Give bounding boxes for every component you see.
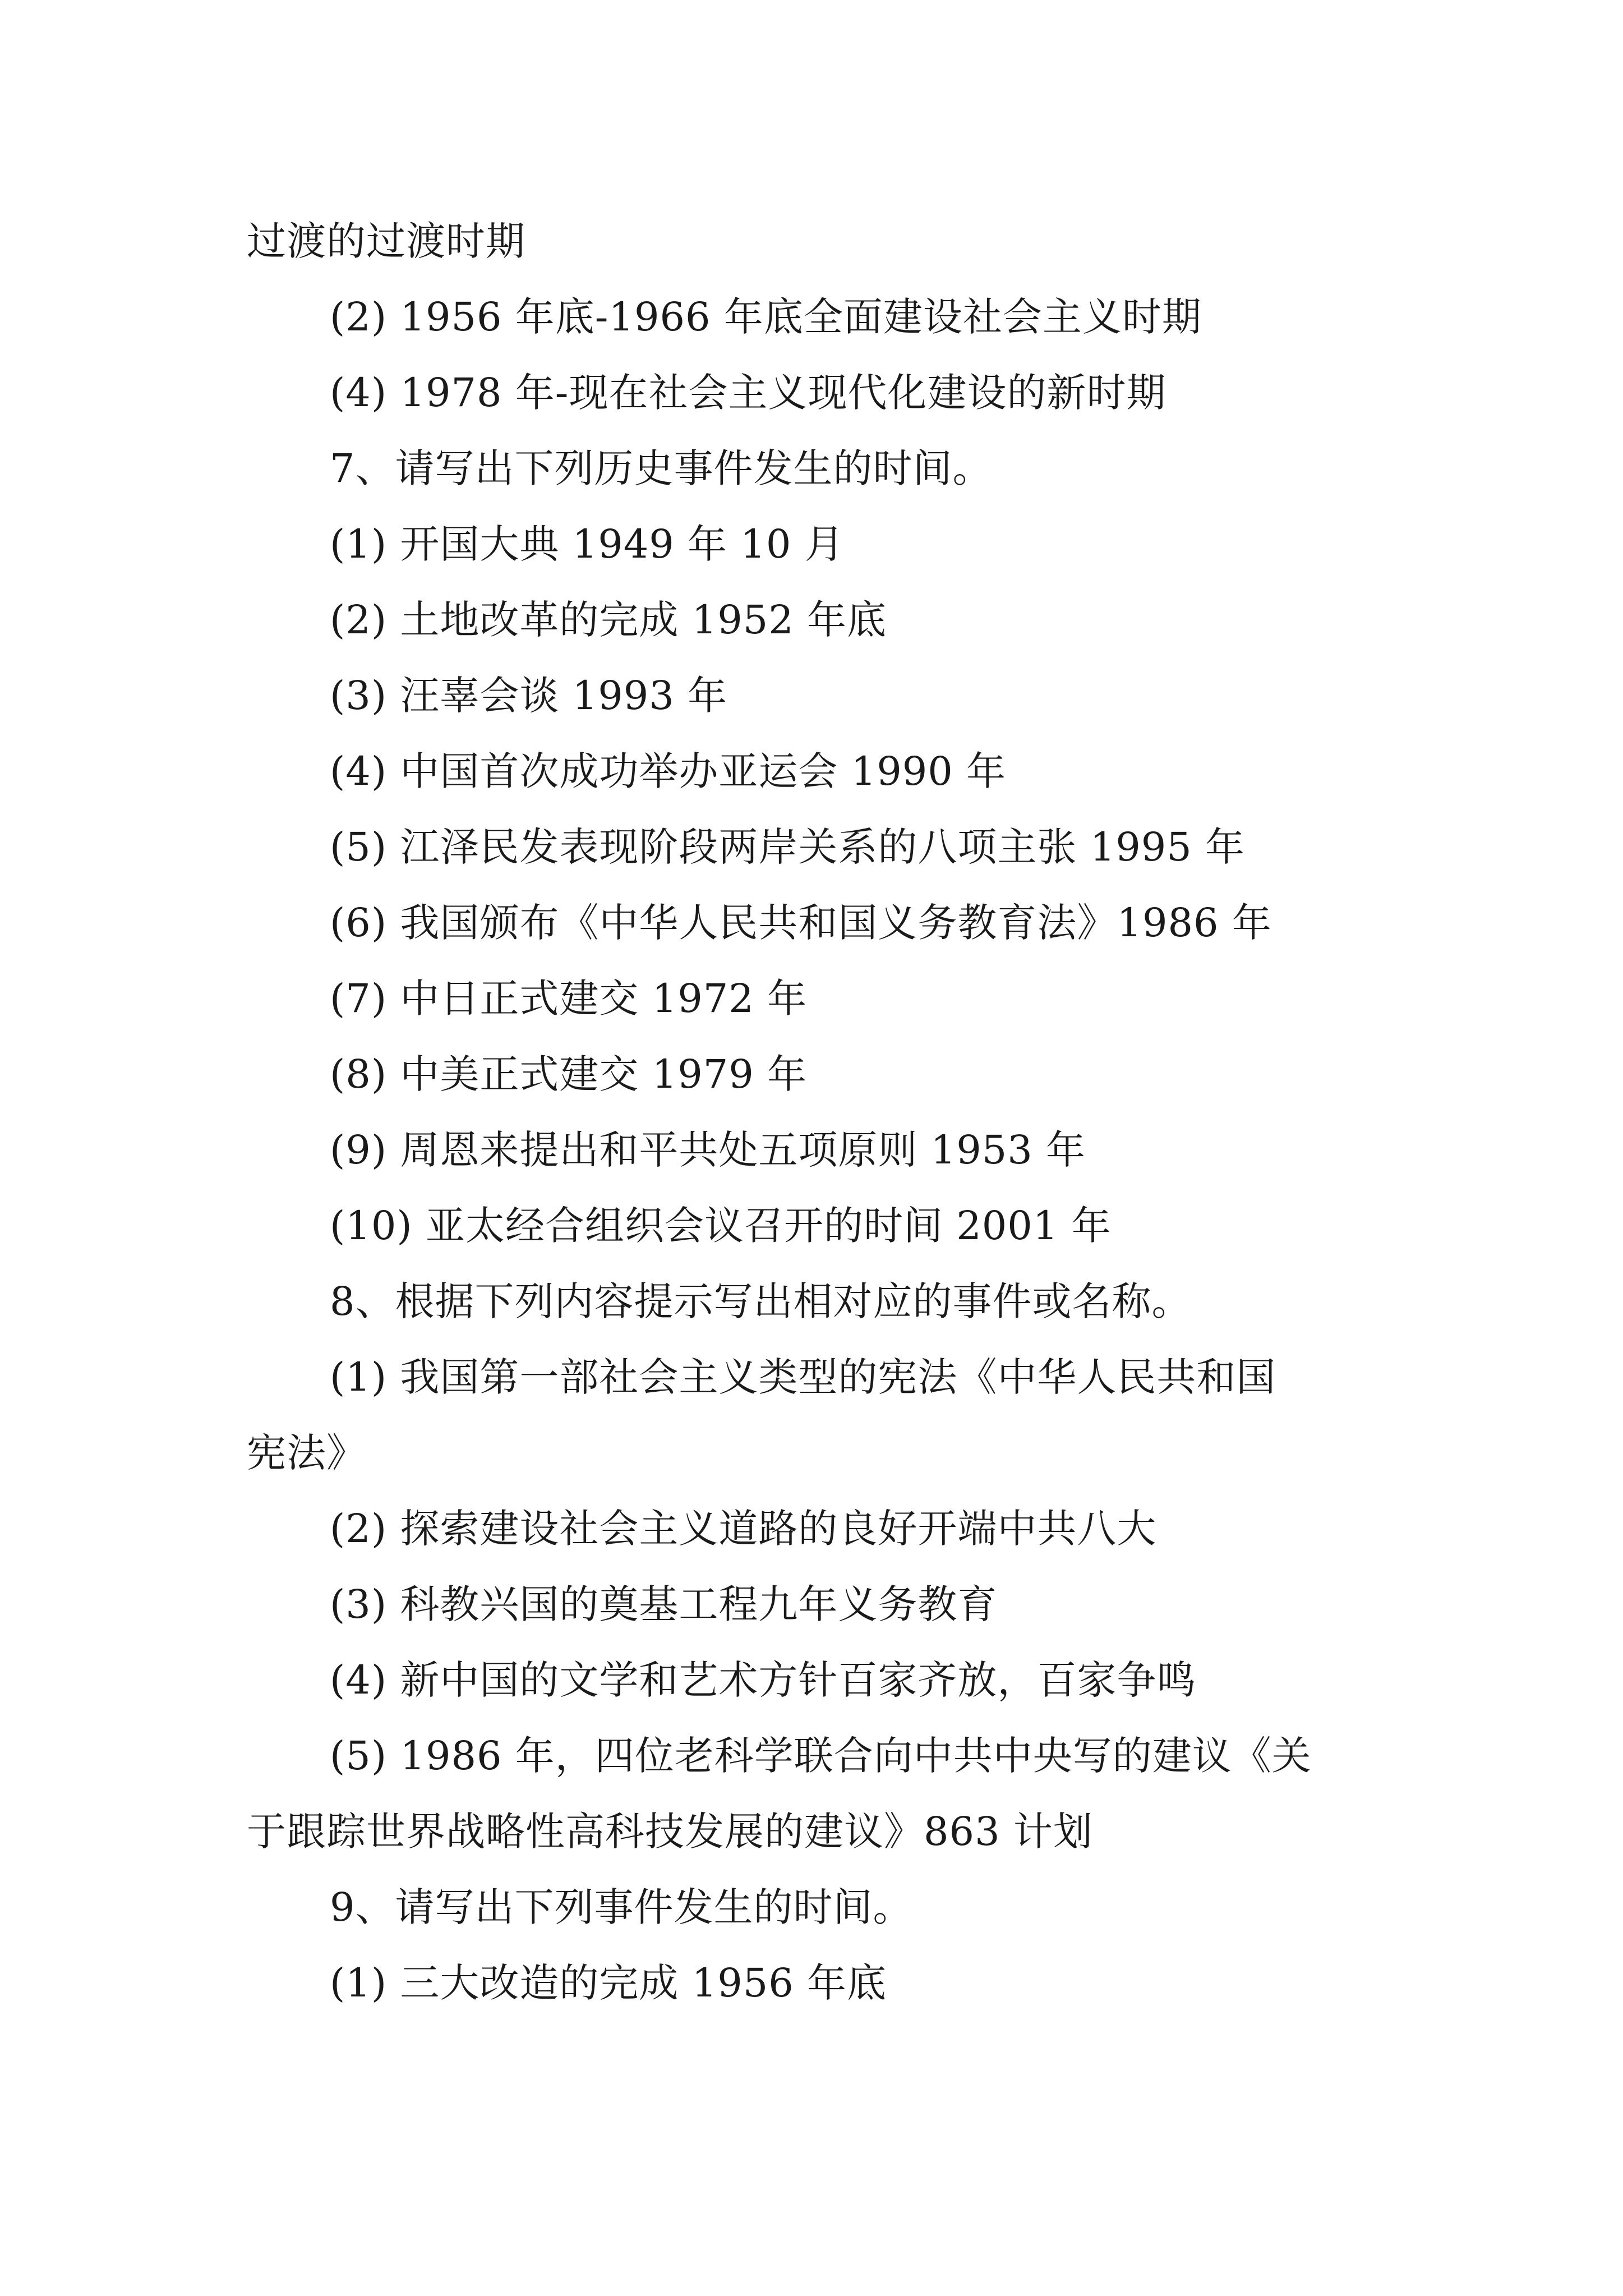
text-line: (4) 中国首次成功举办亚运会 1990 年 bbox=[330, 748, 1007, 794]
text-line: (7) 中日正式建交 1972 年 bbox=[330, 976, 808, 1022]
text-line: (5) 1986 年，四位老科学联合向中共中央写的建议《关 bbox=[330, 1733, 1312, 1779]
text-line: (2) 土地改革的完成 1952 年底 bbox=[330, 597, 887, 643]
question-heading: 9、请写出下列事件发生的时间。 bbox=[330, 1884, 913, 1930]
text-line: (1) 三大改造的完成 1956 年底 bbox=[330, 1960, 887, 2006]
question-heading: 8、根据下列内容提示写出相对应的事件或名称。 bbox=[330, 1278, 1192, 1324]
text-line: (2) 1956 年底-1966 年底全面建设社会主义时期 bbox=[330, 294, 1202, 340]
text-line: 宪法》 bbox=[247, 1430, 366, 1476]
text-line: (3) 汪辜会谈 1993 年 bbox=[330, 673, 728, 719]
text-line: (5) 江泽民发表现阶段两岸关系的八项主张 1995 年 bbox=[330, 824, 1246, 870]
text-line: (2) 探索建设社会主义道路的良好开端中共八大 bbox=[330, 1506, 1157, 1552]
text-line: (3) 科教兴国的奠基工程九年义务教育 bbox=[330, 1581, 998, 1627]
text-line: 于跟踪世界战略性高科技发展的建议》863 计划 bbox=[247, 1809, 1093, 1855]
text-line: (4) 新中国的文学和艺术方针百家齐放，百家争鸣 bbox=[330, 1657, 1197, 1703]
text-line: (4) 1978 年-现在社会主义现代化建设的新时期 bbox=[330, 370, 1166, 416]
question-heading: 7、请写出下列历史事件发生的时间。 bbox=[330, 445, 993, 491]
text-line: (10) 亚太经合组织会议召开的时间 2001 年 bbox=[330, 1203, 1112, 1249]
text-line: 过渡的过渡时期 bbox=[247, 218, 525, 264]
text-line: (6) 我国颁布《中华人民共和国义务教育法》1986 年 bbox=[330, 900, 1272, 946]
text-line: (1) 我国第一部社会主义类型的宪法《中华人民共和国 bbox=[330, 1354, 1276, 1400]
text-line: (9) 周恩来提出和平共处五项原则 1953 年 bbox=[330, 1127, 1086, 1173]
text-line: (1) 开国大典 1949 年 10 月 bbox=[330, 521, 845, 567]
text-line: (8) 中美正式建交 1979 年 bbox=[330, 1051, 808, 1097]
